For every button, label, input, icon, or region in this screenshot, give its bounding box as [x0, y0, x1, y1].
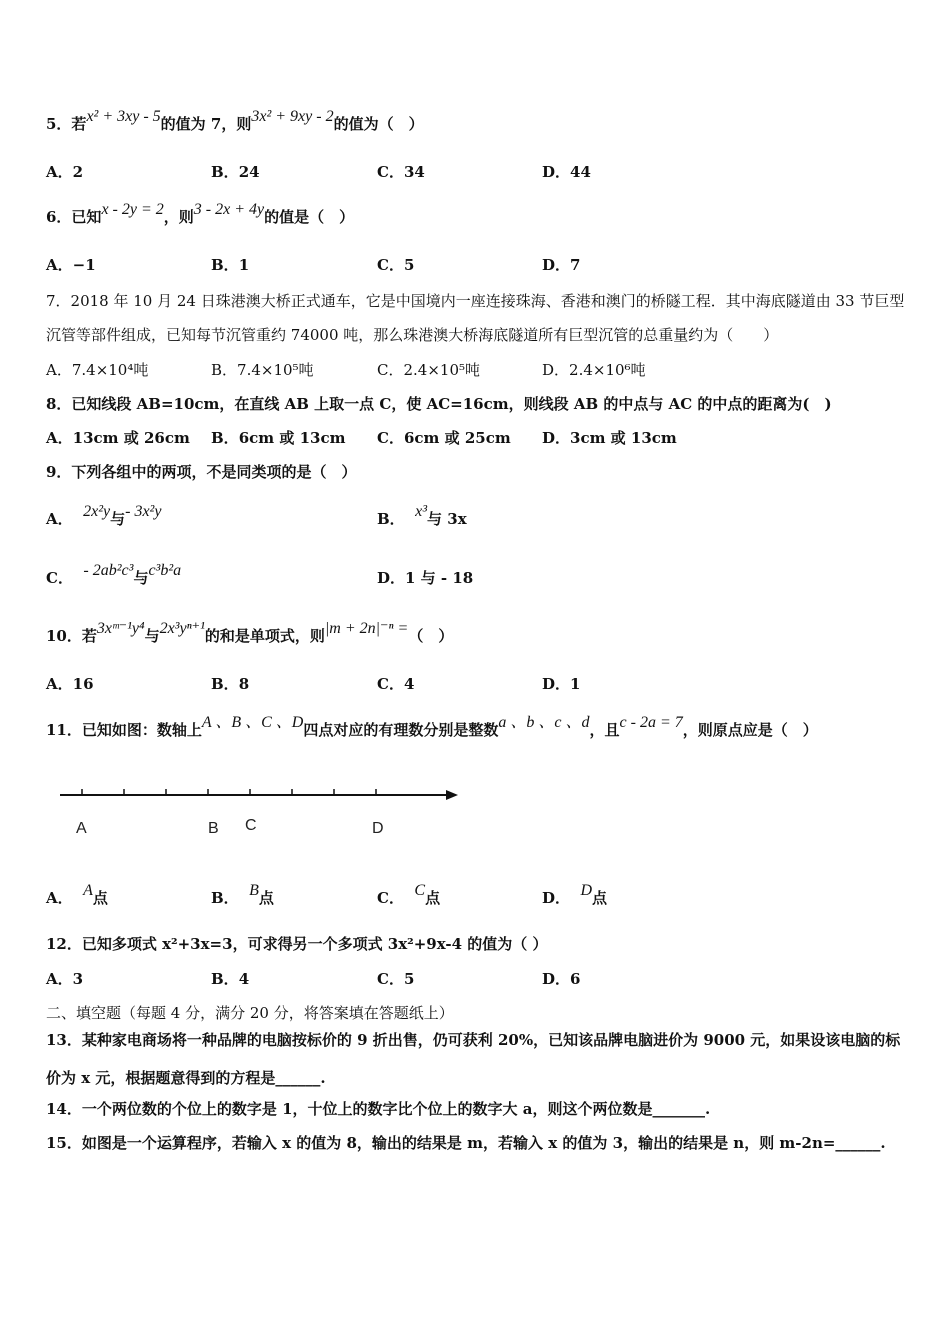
- q10-option-c[interactable]: C．4: [377, 675, 415, 693]
- q9-option-c[interactable]: C． - 2ab²c³与c³b²a: [46, 562, 182, 587]
- q6-option-a[interactable]: A．−1: [46, 256, 96, 274]
- q7-option-c[interactable]: C．2.4×10⁵吨: [377, 361, 481, 379]
- q11-option-d[interactable]: D． D点: [542, 882, 608, 907]
- q6-prefix: 6．已知: [46, 208, 102, 226]
- q12-option-b[interactable]: B．4: [211, 970, 250, 988]
- q12-option-c[interactable]: C．5: [377, 970, 415, 988]
- q12-option-a[interactable]: A．3: [46, 970, 84, 988]
- axis-label-b: B: [208, 820, 219, 837]
- q5-stem: [46, 108, 424, 135]
- q9-option-b[interactable]: B． x³与 3x: [377, 503, 467, 528]
- q5-option-b[interactable]: B．24: [211, 163, 260, 181]
- number-line: [58, 785, 468, 805]
- q10-option-a[interactable]: A．16: [46, 675, 94, 693]
- q11-stem: 11．已知如图：数轴上A 、B 、C 、D四点对应的有理数分别是整数a 、b 、c 、d，且c - 2a = 7，则原点应是（ ）: [46, 714, 818, 739]
- q9-option-a[interactable]: A． 2x²y与- 3x²y: [46, 503, 162, 528]
- q5-option-c[interactable]: C．34: [377, 163, 425, 181]
- q5-option-a[interactable]: A．2: [46, 163, 84, 181]
- q6-suffix: 的值是（ ）: [264, 208, 355, 226]
- q8-option-b[interactable]: B．6cm 或 13cm: [211, 429, 346, 447]
- q5-expr-1: x² + 3xy - 5: [86, 108, 161, 125]
- q8-option-d[interactable]: D．3cm 或 13cm: [542, 429, 677, 447]
- q6-expr-2: 3 - 2x + 4y: [193, 201, 265, 218]
- q6-option-d[interactable]: D．7: [542, 256, 581, 274]
- q13-stem: 13．某种家电商场将一种品牌的电脑按标价的 9 折出售，仍可获利 20%，已知该品牌电脑进价为 9000 元，如果设该电脑的标价为 x 元，根据题意得到的方程是______.: [46, 1031, 901, 1087]
- q5-option-d[interactable]: D．44: [542, 163, 591, 181]
- q11-option-a[interactable]: A． A点: [46, 882, 108, 907]
- q14-stem: 14．一个两位数的个位上的数字是 1，十位上的数字比个位上的数字大 a，则这个两位数是_______.: [46, 1100, 711, 1118]
- q10-option-b[interactable]: B．8: [211, 675, 250, 693]
- q6-option-c[interactable]: C．5: [377, 256, 415, 274]
- q10-stem: 10．若3xᵐ⁻¹y⁴与2x³yⁿ⁺¹的和是单项式，则|m + 2n|⁻ⁿ =（ ）: [46, 620, 454, 645]
- q7-stem: 7．2018 年 10 月 24 日珠港澳大桥正式通车，它是中国境内一座连接珠海、香港和澳门的桥隧工程．其中海底隧道由 33 节巨型沉管等部件组成，已知每节沉管重约 74000 吨，那么珠港澳大桥海底隧道所有巨型沉管的总重量约为（ ）: [46, 292, 905, 344]
- q15-stem: 15．如图是一个运算程序，若输入 x 的值为 8，输出的结果是 m，若输入 x 的值为 3，输出的结果是 n，则 m-2n=______.: [46, 1134, 886, 1152]
- q9-stem: 9．下列各组中的两项，不是同类项的是（ ）: [46, 463, 357, 481]
- axis-label-c: C: [245, 817, 257, 834]
- q7-option-d[interactable]: D．2.4×10⁶吨: [542, 361, 646, 379]
- q12-option-d[interactable]: D．6: [542, 970, 581, 988]
- q5-middle: 的值为 7，则: [160, 115, 252, 133]
- q6-middle: ，则: [163, 208, 194, 226]
- q5-expr-2: 3x² + 9xy - 2: [251, 108, 334, 125]
- section-heading: 二、填空题（每题 4 分，满分 20 分，将答案填在答题纸上）: [46, 1004, 454, 1022]
- q7-option-b[interactable]: B．7.4×10⁵吨: [211, 361, 314, 379]
- q6-option-b[interactable]: B．1: [211, 256, 250, 274]
- q10-option-d[interactable]: D．1: [542, 675, 581, 693]
- q8-stem: 8．已知线段 AB=10cm，在直线 AB 上取一点 C，使 AC=16cm，则线段 AB 的中点与 AC 的中点的距离为( ): [46, 395, 832, 413]
- q9-option-d[interactable]: D．1 与 - 18: [377, 569, 474, 587]
- q8-option-c[interactable]: C．6cm 或 25cm: [377, 429, 511, 447]
- q5-prefix: 5．若: [46, 115, 87, 133]
- q12-stem: 12．已知多项式 x²+3x=3，可求得另一个多项式 3x²+9x-4 的值为（ ）: [46, 935, 548, 953]
- q11-option-b[interactable]: B． B点: [211, 882, 274, 907]
- q8-option-a[interactable]: A．13cm 或 26cm: [46, 429, 190, 447]
- number-line-arrow: [446, 790, 458, 800]
- q6-expr-1: x - 2y = 2: [101, 201, 164, 218]
- q7-option-a[interactable]: A．7.4×10⁴吨: [46, 361, 149, 379]
- q11-option-c[interactable]: C． C点: [377, 882, 441, 907]
- axis-label-d: D: [372, 820, 384, 837]
- q6-stem: [46, 201, 355, 228]
- axis-label-a: A: [76, 820, 87, 837]
- q5-suffix: 的值为（ ）: [333, 115, 424, 133]
